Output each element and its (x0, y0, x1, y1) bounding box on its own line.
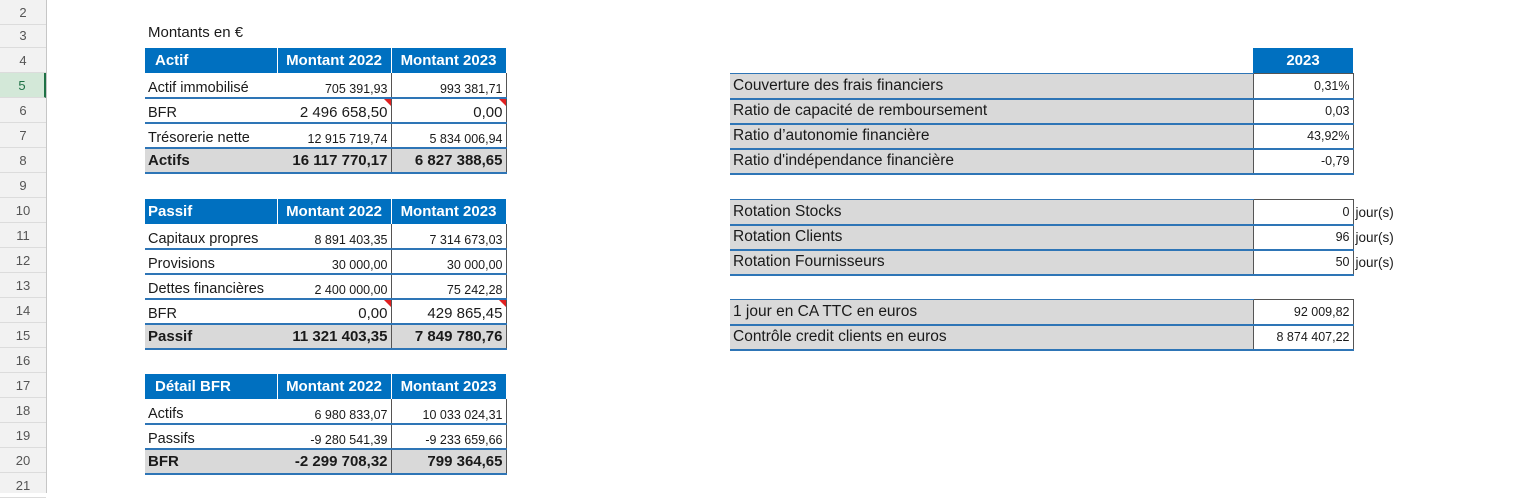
row-label[interactable]: Trésorerie nette (145, 123, 277, 148)
rotation-row (730, 250, 1403, 275)
table-header-row (145, 374, 506, 399)
row-number[interactable]: 15 (0, 323, 46, 348)
row-label[interactable]: BFR (145, 98, 277, 123)
row-number[interactable]: 13 (0, 273, 46, 298)
header-cell[interactable]: Montant 2023 (391, 48, 506, 73)
rotation-unit[interactable]: jour(s) (1355, 204, 1394, 220)
value-cell[interactable]: -9 233 659,66 (391, 424, 506, 449)
row-number[interactable]: 9 (0, 173, 46, 198)
rotation-value[interactable]: 50 (1253, 250, 1353, 275)
ca-table (730, 299, 1354, 351)
row-number-selected[interactable]: 5 (0, 73, 46, 98)
value-cell[interactable]: 2 400 000,00 (277, 274, 391, 299)
ratio-value[interactable]: 0,31% (1253, 74, 1353, 99)
ca-row (730, 325, 1353, 350)
total-value[interactable]: 6 827 388,65 (391, 148, 506, 173)
header-cell[interactable]: Passif (145, 199, 277, 224)
total-value[interactable]: 799 364,65 (391, 449, 506, 474)
row-label[interactable]: Passifs (145, 424, 277, 449)
ca-label[interactable]: Contrôle credit clients en euros (730, 325, 1253, 350)
ratio-value[interactable]: 43,92% (1253, 124, 1353, 149)
value-cell[interactable]: 75 242,28 (391, 274, 506, 299)
header-cell[interactable]: Montant 2022 (277, 374, 391, 399)
ratio-label[interactable]: Couverture des frais financiers (730, 74, 1253, 99)
ratio-value[interactable]: -0,79 (1253, 149, 1353, 174)
total-label[interactable]: BFR (145, 449, 277, 474)
row-number[interactable]: 6 (0, 98, 46, 123)
table-row (145, 399, 506, 424)
total-row (145, 148, 506, 173)
total-value[interactable]: -2 299 708,32 (277, 449, 391, 474)
table-row (145, 249, 506, 274)
total-row (145, 324, 506, 349)
row-number[interactable]: 10 (0, 198, 46, 223)
value-cell[interactable]: 30 000,00 (391, 249, 506, 274)
table-row (145, 123, 506, 148)
row-number[interactable]: 20 (0, 448, 46, 473)
ratios-table (730, 73, 1354, 175)
ca-value[interactable]: 92 009,82 (1253, 300, 1353, 325)
value-cell-with-comment[interactable]: 429 865,45 (391, 299, 506, 324)
ca-value[interactable]: 8 874 407,22 (1253, 325, 1353, 350)
total-value[interactable]: 11 321 403,35 (277, 324, 391, 349)
passif-table (145, 199, 507, 350)
value-cell[interactable]: 10 033 024,31 (391, 399, 506, 424)
year-header[interactable]: 2023 (1253, 48, 1353, 73)
row-label[interactable]: Actifs (145, 399, 277, 424)
header-cell[interactable]: Montant 2023 (391, 199, 506, 224)
table-row (145, 274, 506, 299)
header-cell[interactable]: Montant 2023 (391, 374, 506, 399)
table-row (145, 299, 506, 324)
rotation-value[interactable]: 96 (1253, 225, 1353, 250)
ca-label[interactable]: 1 jour en CA TTC en euros (730, 300, 1253, 325)
ratio-value[interactable]: 0,03 (1253, 99, 1353, 124)
value-cell[interactable]: 993 381,71 (391, 73, 506, 98)
row-number[interactable]: 19 (0, 423, 46, 448)
ratio-label[interactable]: Ratio d'indépendance financière (730, 149, 1253, 174)
value-cell[interactable]: 8 891 403,35 (277, 224, 391, 249)
table-header-row (145, 199, 506, 224)
row-number[interactable]: 16 (0, 348, 46, 373)
rotations-table (730, 199, 1403, 276)
units-label[interactable]: Montants en € (148, 24, 244, 41)
rotation-unit[interactable]: jour(s) (1355, 254, 1394, 270)
total-label[interactable]: Passif (145, 324, 277, 349)
row-number[interactable]: 17 (0, 373, 46, 398)
ratio-label[interactable]: Ratio d’autonomie financière (730, 124, 1253, 149)
row-number[interactable]: 18 (0, 398, 46, 423)
row-label[interactable]: BFR (145, 299, 277, 324)
rotation-row (730, 225, 1403, 250)
header-cell[interactable]: Montant 2022 (277, 48, 391, 73)
value-cell[interactable]: 6 980 833,07 (277, 399, 391, 424)
total-label[interactable]: Actifs (145, 148, 277, 173)
ratio-row (730, 74, 1353, 99)
row-number[interactable]: 21 (0, 473, 46, 498)
table-header-row (145, 48, 506, 73)
row-number[interactable]: 7 (0, 123, 46, 148)
row-number[interactable]: 12 (0, 248, 46, 273)
total-value[interactable]: 7 849 780,76 (391, 324, 506, 349)
row-number[interactable]: 11 (0, 223, 46, 248)
row-number[interactable]: 4 (0, 48, 46, 73)
header-cell[interactable]: Actif (145, 48, 277, 73)
rotation-row (730, 200, 1403, 225)
rotation-value[interactable]: 0 (1253, 200, 1353, 225)
row-label[interactable]: Capitaux propres (145, 224, 277, 249)
actif-table (145, 48, 507, 174)
header-cell[interactable]: Montant 2022 (277, 199, 391, 224)
total-row (145, 449, 506, 474)
ratio-row (730, 99, 1353, 124)
row-number[interactable]: 2 (0, 0, 46, 25)
value-cell[interactable]: 12 915 719,74 (277, 123, 391, 148)
value-cell[interactable]: 7 314 673,03 (391, 224, 506, 249)
row-label[interactable]: Actif immobilisé (145, 73, 277, 98)
value-cell-with-comment[interactable]: 0,00 (391, 98, 506, 123)
bfr-detail-table (145, 374, 507, 475)
row-label[interactable]: Dettes financières (145, 274, 277, 299)
value-cell-with-comment[interactable]: 2 496 658,50 (277, 98, 391, 123)
ratio-label[interactable]: Ratio de capacité de remboursement (730, 99, 1253, 124)
value-cell[interactable]: 5 834 006,94 (391, 123, 506, 148)
value-cell[interactable]: 705 391,93 (277, 73, 391, 98)
value-cell[interactable]: 30 000,00 (277, 249, 391, 274)
table-row (145, 73, 506, 98)
rotation-label[interactable]: Rotation Fournisseurs (730, 250, 1253, 275)
total-value[interactable]: 16 117 770,17 (277, 148, 391, 173)
rotation-label[interactable]: Rotation Clients (730, 225, 1253, 250)
rotation-unit[interactable]: jour(s) (1355, 229, 1394, 245)
row-number[interactable]: 14 (0, 298, 46, 323)
ca-row (730, 300, 1353, 325)
ratio-row (730, 149, 1353, 174)
row-label[interactable]: Provisions (145, 249, 277, 274)
rotation-label[interactable]: Rotation Stocks (730, 200, 1253, 225)
value-cell-with-comment[interactable]: 0,00 (277, 299, 391, 324)
table-row (145, 224, 506, 249)
ratio-row (730, 124, 1353, 149)
table-row (145, 424, 506, 449)
table-row (145, 98, 506, 123)
row-number[interactable]: 8 (0, 148, 46, 173)
value-cell[interactable]: -9 280 541,39 (277, 424, 391, 449)
header-cell[interactable]: Détail BFR (145, 374, 277, 399)
row-number[interactable]: 3 (0, 23, 46, 48)
